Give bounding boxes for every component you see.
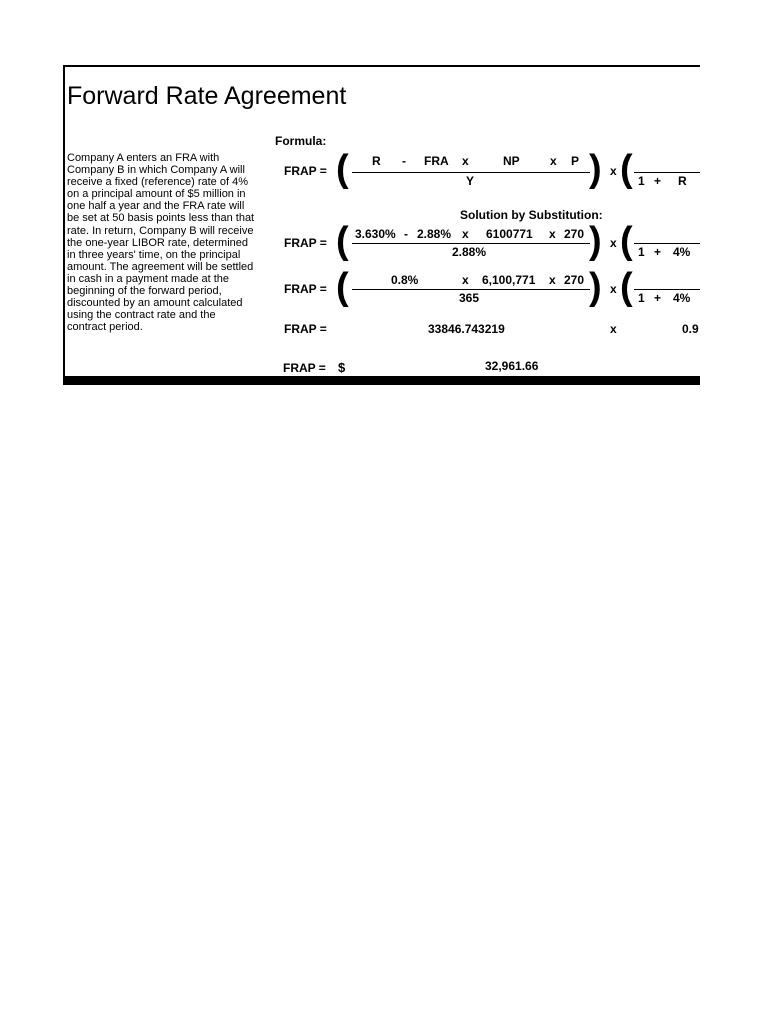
sub2-x2: x [549, 273, 556, 287]
solution-label: Solution by Substitution: [460, 208, 603, 222]
discount-bar-1 [634, 172, 700, 173]
sheet-border-top [64, 65, 700, 67]
frap-label-sub1: FRAP = [284, 236, 327, 250]
open-paren-4: ( [620, 220, 633, 262]
sheet-border-bottom [64, 376, 700, 385]
sub1-disc-rate: 4% [673, 245, 691, 259]
sub2-disc-rate: 4% [673, 291, 691, 305]
formula-disc-r: R [678, 174, 687, 188]
discount-bar-3 [634, 289, 700, 290]
open-paren-3: ( [336, 220, 349, 262]
formula-disc-plus: + [654, 174, 662, 188]
times-4: x [610, 322, 617, 336]
frap-label-sub2: FRAP = [284, 282, 327, 296]
sub2-p: 270 [564, 273, 585, 287]
close-paren-5: ) [589, 266, 602, 308]
sub1-x1: x [462, 227, 469, 241]
formula-r: R [372, 154, 381, 168]
problem-description: Company A enters an FRA with Company B in which Company A will receive a fixed (reference) rate of 4% on a principal amount of $5 million in one half a year and the FRA rate will be set at 50 basis points less than that rate. In return, Company B will receive the one-year LIBOR rate, determined in three years' time, on the principal amount. The agreement will be settled in cash in a payment made at the beginning of the forward period, discounted by an amount calculated using the contract rate and the contract period. [67, 152, 255, 334]
sub2-fraction-bar [352, 289, 590, 290]
sub2-denominator: 365 [459, 291, 480, 305]
frap-label-sub3: FRAP = [284, 322, 327, 336]
times-3: x [610, 282, 617, 296]
formula-x2: x [550, 154, 557, 168]
sub1-minus: - [404, 227, 408, 241]
frap-label-result: FRAP = [283, 361, 326, 375]
open-paren-5: ( [336, 266, 349, 308]
frap-label-formula: FRAP = [284, 164, 327, 178]
sub3-factor: 0.9 [682, 322, 699, 336]
sub2-np: 6,100,771 [482, 273, 536, 287]
open-paren-6: ( [620, 266, 633, 308]
result-currency: $ [338, 360, 346, 375]
formula-fraction-bar [352, 172, 590, 173]
formula-fra: FRA [424, 154, 449, 168]
formula-p: P [571, 154, 580, 168]
sub1-p: 270 [564, 227, 585, 241]
open-paren-1: ( [336, 148, 349, 190]
times-1: x [610, 164, 617, 178]
sub1-denominator: 2.88% [452, 245, 487, 259]
sub1-fra: 2.88% [417, 227, 452, 241]
sub2-x1: x [462, 273, 469, 287]
discount-bar-2 [634, 243, 700, 244]
sub1-x2: x [549, 227, 556, 241]
sub1-disc-plus: + [654, 245, 662, 259]
times-2: x [610, 236, 617, 250]
open-paren-2: ( [620, 148, 633, 190]
result-value: 32,961.66 [485, 359, 539, 373]
sub1-np: 6100771 [486, 227, 533, 241]
close-paren-1: ) [589, 148, 602, 190]
close-paren-3: ) [589, 220, 602, 262]
formula-denominator: Y [466, 174, 475, 188]
formula-np: NP [503, 154, 520, 168]
sub1-disc-one: 1 [638, 245, 645, 259]
formula-minus: - [402, 154, 406, 168]
sub1-rate: 3.630% [355, 227, 396, 241]
formula-label: Formula: [275, 134, 327, 148]
sub2-disc-one: 1 [638, 291, 645, 305]
formula-x1: x [462, 154, 469, 168]
sub1-fraction-bar [352, 243, 590, 244]
sub2-disc-plus: + [654, 291, 662, 305]
sub3-value: 33846.743219 [428, 322, 505, 336]
sub2-diff: 0.8% [391, 273, 419, 287]
page-title: Forward Rate Agreement [67, 82, 347, 110]
sheet-border-left [63, 65, 65, 385]
formula-disc-one: 1 [638, 174, 645, 188]
